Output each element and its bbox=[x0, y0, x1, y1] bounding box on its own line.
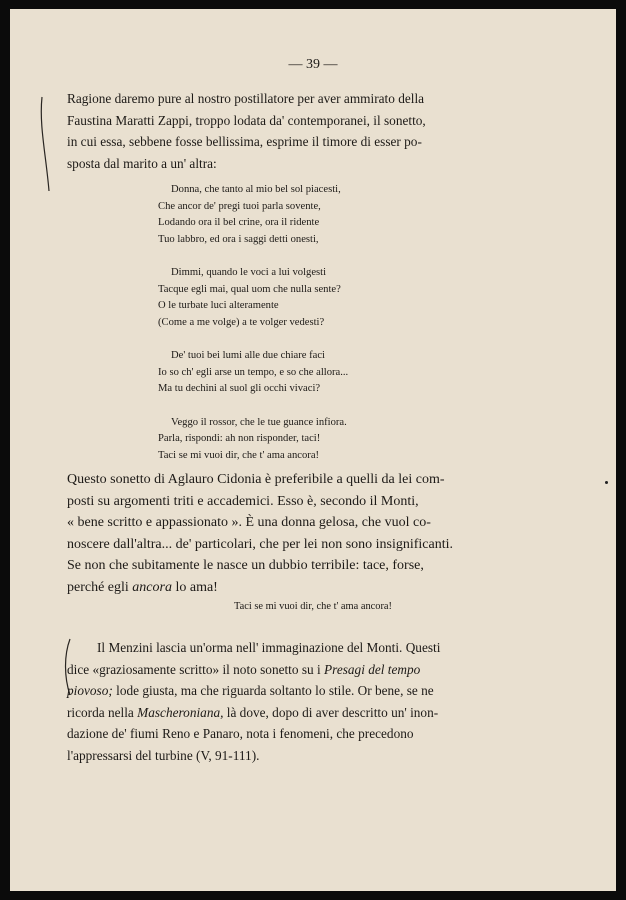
menzini-line: piovoso; lode giusta, ma che riguarda soltanto lo stile. Or bene, se ne bbox=[67, 683, 434, 698]
margin-bracket-mark-top bbox=[36, 95, 56, 195]
menzini-line: dice «graziosamente scritto» il noto sonetto su i Presagi del tempo bbox=[67, 661, 421, 677]
intro-line: Ragione daremo pure al nostro postillatore per aver ammirato della bbox=[67, 91, 425, 106]
italic-title: piovoso; bbox=[67, 683, 113, 698]
intro-line: sposta dal marito a un' altra: bbox=[67, 155, 217, 171]
verse-line: Donna, che tanto al mio bel sol piacesti, bbox=[171, 184, 341, 195]
verse-line: (Come a me volge) a te volger vedesti? bbox=[158, 316, 325, 328]
verse-line: Tuo labbro, ed ora i saggi detti onesti, bbox=[158, 233, 319, 245]
commentary-line: noscere dall'altra... de' particolari, che per lei non sono insignificanti. bbox=[67, 536, 454, 552]
menzini-line: dazione de' fiumi Reno e Panaro, nota i fenomeni, che precedono bbox=[67, 726, 414, 741]
verse-line: Tacque egli mai, qual uom che nulla sente? bbox=[158, 283, 341, 295]
italic-word: ancora bbox=[132, 579, 172, 595]
verse-line: Ma tu dechini al suol gli occhi vivaci? bbox=[158, 383, 321, 394]
italic-title: Mascheroniana, bbox=[137, 704, 224, 720]
stanza-2 bbox=[158, 265, 348, 331]
italic-title: Presagi del tempo bbox=[324, 661, 421, 677]
verse-line: Io so ch' egli arse un tempo, e so che allora... bbox=[158, 366, 349, 378]
menzini-line: Il Menzini lascia un'orma nell' immaginazione del Monti. Questi bbox=[97, 640, 441, 655]
sonnet bbox=[158, 182, 348, 481]
document-page bbox=[10, 9, 616, 891]
intro-line: Faustina Maratti Zappi, troppo lodata da' contemporanei, il sonetto, bbox=[67, 112, 426, 128]
verse-line: O le turbate luci alteramente bbox=[158, 300, 279, 311]
verse-line: De' tuoi bei lumi alle due chiare faci bbox=[171, 350, 325, 361]
commentary-line: « bene scritto e appassionato ». È una donna gelosa, che vuol co- bbox=[67, 515, 431, 530]
stanza-3 bbox=[158, 348, 348, 398]
intro-line: in cui essa, sebbene fosse bellissima, esprime il timore di esser po- bbox=[67, 134, 422, 149]
menzini-line: l'appressarsi del turbine (V, 91-111). bbox=[67, 747, 260, 763]
verse-line: Dimmi, quando le voci a lui volgesti bbox=[171, 267, 327, 278]
verse-line: Parla, rispondi: ah non risponder, taci! bbox=[158, 433, 321, 444]
quoted-verse: Taci se mi vuoi dir, che t' ama ancora! bbox=[234, 601, 392, 612]
verse-line: Che ancor de' pregi tuoi parla sovente, bbox=[158, 200, 321, 212]
paragraph-intro bbox=[67, 88, 485, 174]
page-number: — 39 — bbox=[288, 57, 338, 72]
paragraph-menzini bbox=[67, 637, 485, 766]
paragraph-commentary bbox=[67, 469, 485, 598]
stanza-1 bbox=[158, 182, 348, 248]
verse-line: Lodando ora il bel crine, ora il ridente bbox=[158, 217, 320, 228]
commentary-line: Se non che subitamente le nasce un dubbio terribile: tace, forse, bbox=[67, 558, 424, 573]
verse-line: Veggo il rossor, che le tue guance infiora. bbox=[171, 416, 347, 428]
menzini-line: ricorda nella Mascheroniana, là dove, dopo di aver descritto un' inon- bbox=[67, 704, 439, 720]
stanza-4 bbox=[158, 415, 348, 465]
commentary-line: Questo sonetto di Aglauro Cidonia è preferibile a quelli da lei com- bbox=[67, 472, 445, 487]
margin-dot-mark bbox=[605, 481, 608, 484]
commentary-line: posti su argomenti triti e accademici. Esso è, secondo il Monti, bbox=[67, 493, 419, 509]
verse-line: Taci se mi vuoi dir, che t' ama ancora! bbox=[158, 449, 320, 461]
commentary-line: perché egli ancora lo ama! bbox=[67, 579, 218, 595]
